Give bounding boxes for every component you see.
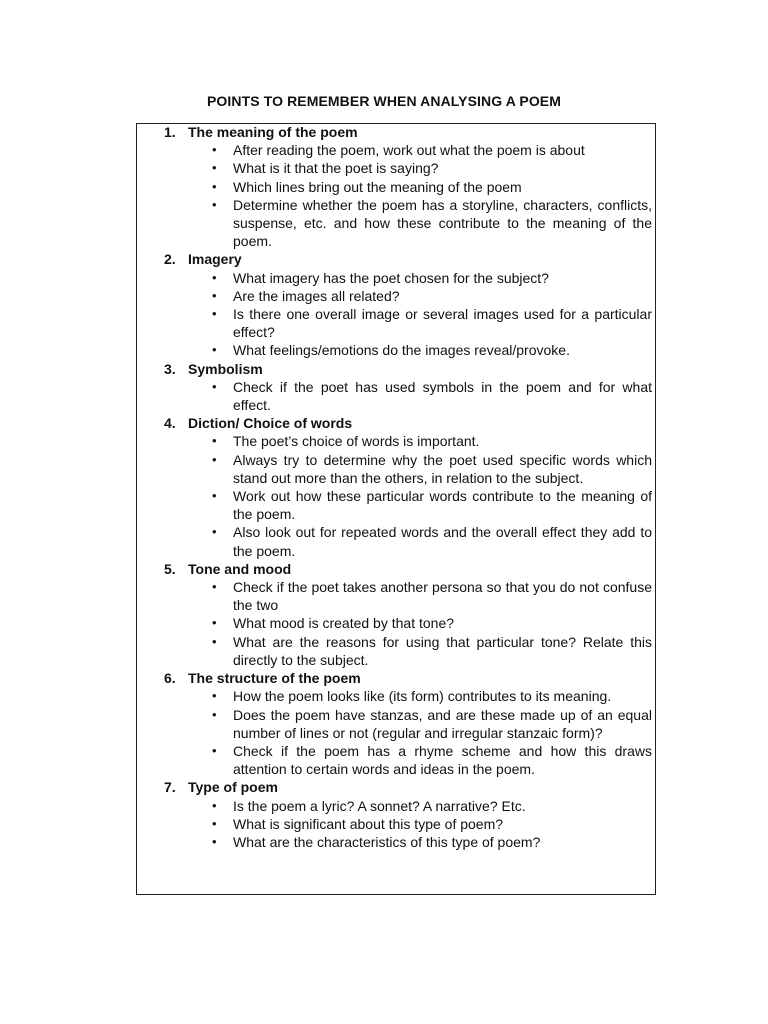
section-number: 4. bbox=[164, 415, 176, 432]
section-heading-text: Diction/ Choice of words bbox=[188, 415, 353, 432]
section-heading bbox=[164, 123, 652, 141]
section-number: 2. bbox=[164, 251, 176, 268]
section-item bbox=[164, 414, 652, 560]
bullet-list bbox=[164, 578, 652, 669]
section-number: 3. bbox=[164, 360, 176, 377]
section-item bbox=[164, 560, 652, 669]
sections-list bbox=[164, 123, 652, 851]
section-item bbox=[164, 250, 652, 359]
bullet-point: • Always try to determine why the poet used specific words which stand out more than the others, in relation to the subject. bbox=[233, 451, 652, 487]
bullet-point: • What mood is created by that tone? bbox=[233, 614, 652, 632]
section-heading bbox=[164, 778, 652, 796]
page-title: POINTS TO REMEMBER WHEN ANALYSING A POEM bbox=[206, 93, 562, 109]
bullet-point: • Check if the poem has a rhyme scheme and how this draws attention to certain words and ideas in the poem. bbox=[233, 742, 652, 778]
bullet-point: • The poet’s choice of words is important. bbox=[233, 432, 652, 450]
bullet-point: • Which lines bring out the meaning of the poem bbox=[233, 178, 652, 196]
bullet-list bbox=[164, 269, 652, 360]
section-heading bbox=[164, 414, 652, 432]
bullet-point: • Check if the poet takes another persona so that you do not confuse the two bbox=[233, 578, 652, 614]
bullet-list bbox=[164, 141, 652, 250]
section-number: 5. bbox=[164, 560, 176, 577]
bullet-list bbox=[164, 687, 652, 778]
section-heading bbox=[164, 669, 652, 687]
bullet-point: • What is it that the poet is saying? bbox=[233, 159, 652, 177]
bullet-list bbox=[164, 378, 652, 414]
section-number: 6. bbox=[164, 670, 176, 687]
section-heading-text: Symbolism bbox=[188, 360, 263, 377]
section-heading-text: Tone and mood bbox=[188, 560, 292, 577]
section-heading-text: The meaning of the poem bbox=[188, 124, 358, 140]
section-number: 1. bbox=[164, 124, 176, 140]
bullet-point: • Are the images all related? bbox=[233, 287, 652, 305]
bullet-point: • Work out how these particular words contribute to the meaning of the poem. bbox=[233, 487, 652, 523]
section-heading-text: Type of poem bbox=[188, 779, 278, 796]
section-item bbox=[164, 360, 652, 415]
section-item bbox=[164, 123, 652, 250]
section-heading bbox=[164, 360, 652, 378]
bullet-point: • What imagery has the poet chosen for the subject? bbox=[233, 269, 652, 287]
bullet-point: • How the poem looks like (its form) contributes to its meaning. bbox=[233, 687, 652, 705]
bullet-point: • Is the poem a lyric? A sonnet? A narrative? Etc. bbox=[233, 797, 652, 815]
bullet-point: • Also look out for repeated words and the overall effect they add to the poem. bbox=[233, 523, 652, 559]
bullet-point: • What feelings/emotions do the images reveal/provoke. bbox=[233, 341, 652, 359]
bullet-point: • Is there one overall image or several images used for a particular effect? bbox=[233, 305, 652, 341]
section-heading bbox=[164, 560, 652, 578]
section-heading-text: Imagery bbox=[188, 251, 242, 268]
bullet-point: • Determine whether the poem has a storyline, characters, conflicts, suspense, etc. and how these contribute to the meaning of the poem. bbox=[233, 196, 652, 251]
bullet-point: • What are the reasons for using that particular tone? Relate this directly to the subject. bbox=[233, 633, 652, 669]
bullet-point: • Check if the poet has used symbols in the poem and for what effect. bbox=[233, 378, 652, 414]
section-heading-text: The structure of the poem bbox=[188, 670, 361, 687]
bullet-point: • Does the poem have stanzas, and are these made up of an equal number of lines or not (regular and irregular stanzaic form)? bbox=[233, 706, 652, 742]
section-number: 7. bbox=[164, 779, 176, 796]
section-item bbox=[164, 778, 652, 851]
section-item bbox=[164, 669, 652, 778]
bullet-point: • What are the characteristics of this type of poem? bbox=[233, 833, 652, 851]
bullet-point: • After reading the poem, work out what the poem is about bbox=[233, 141, 652, 159]
section-heading bbox=[164, 250, 652, 268]
bullet-list bbox=[164, 432, 652, 559]
bullet-point: • What is significant about this type of poem? bbox=[233, 815, 652, 833]
bullet-list bbox=[164, 797, 652, 852]
